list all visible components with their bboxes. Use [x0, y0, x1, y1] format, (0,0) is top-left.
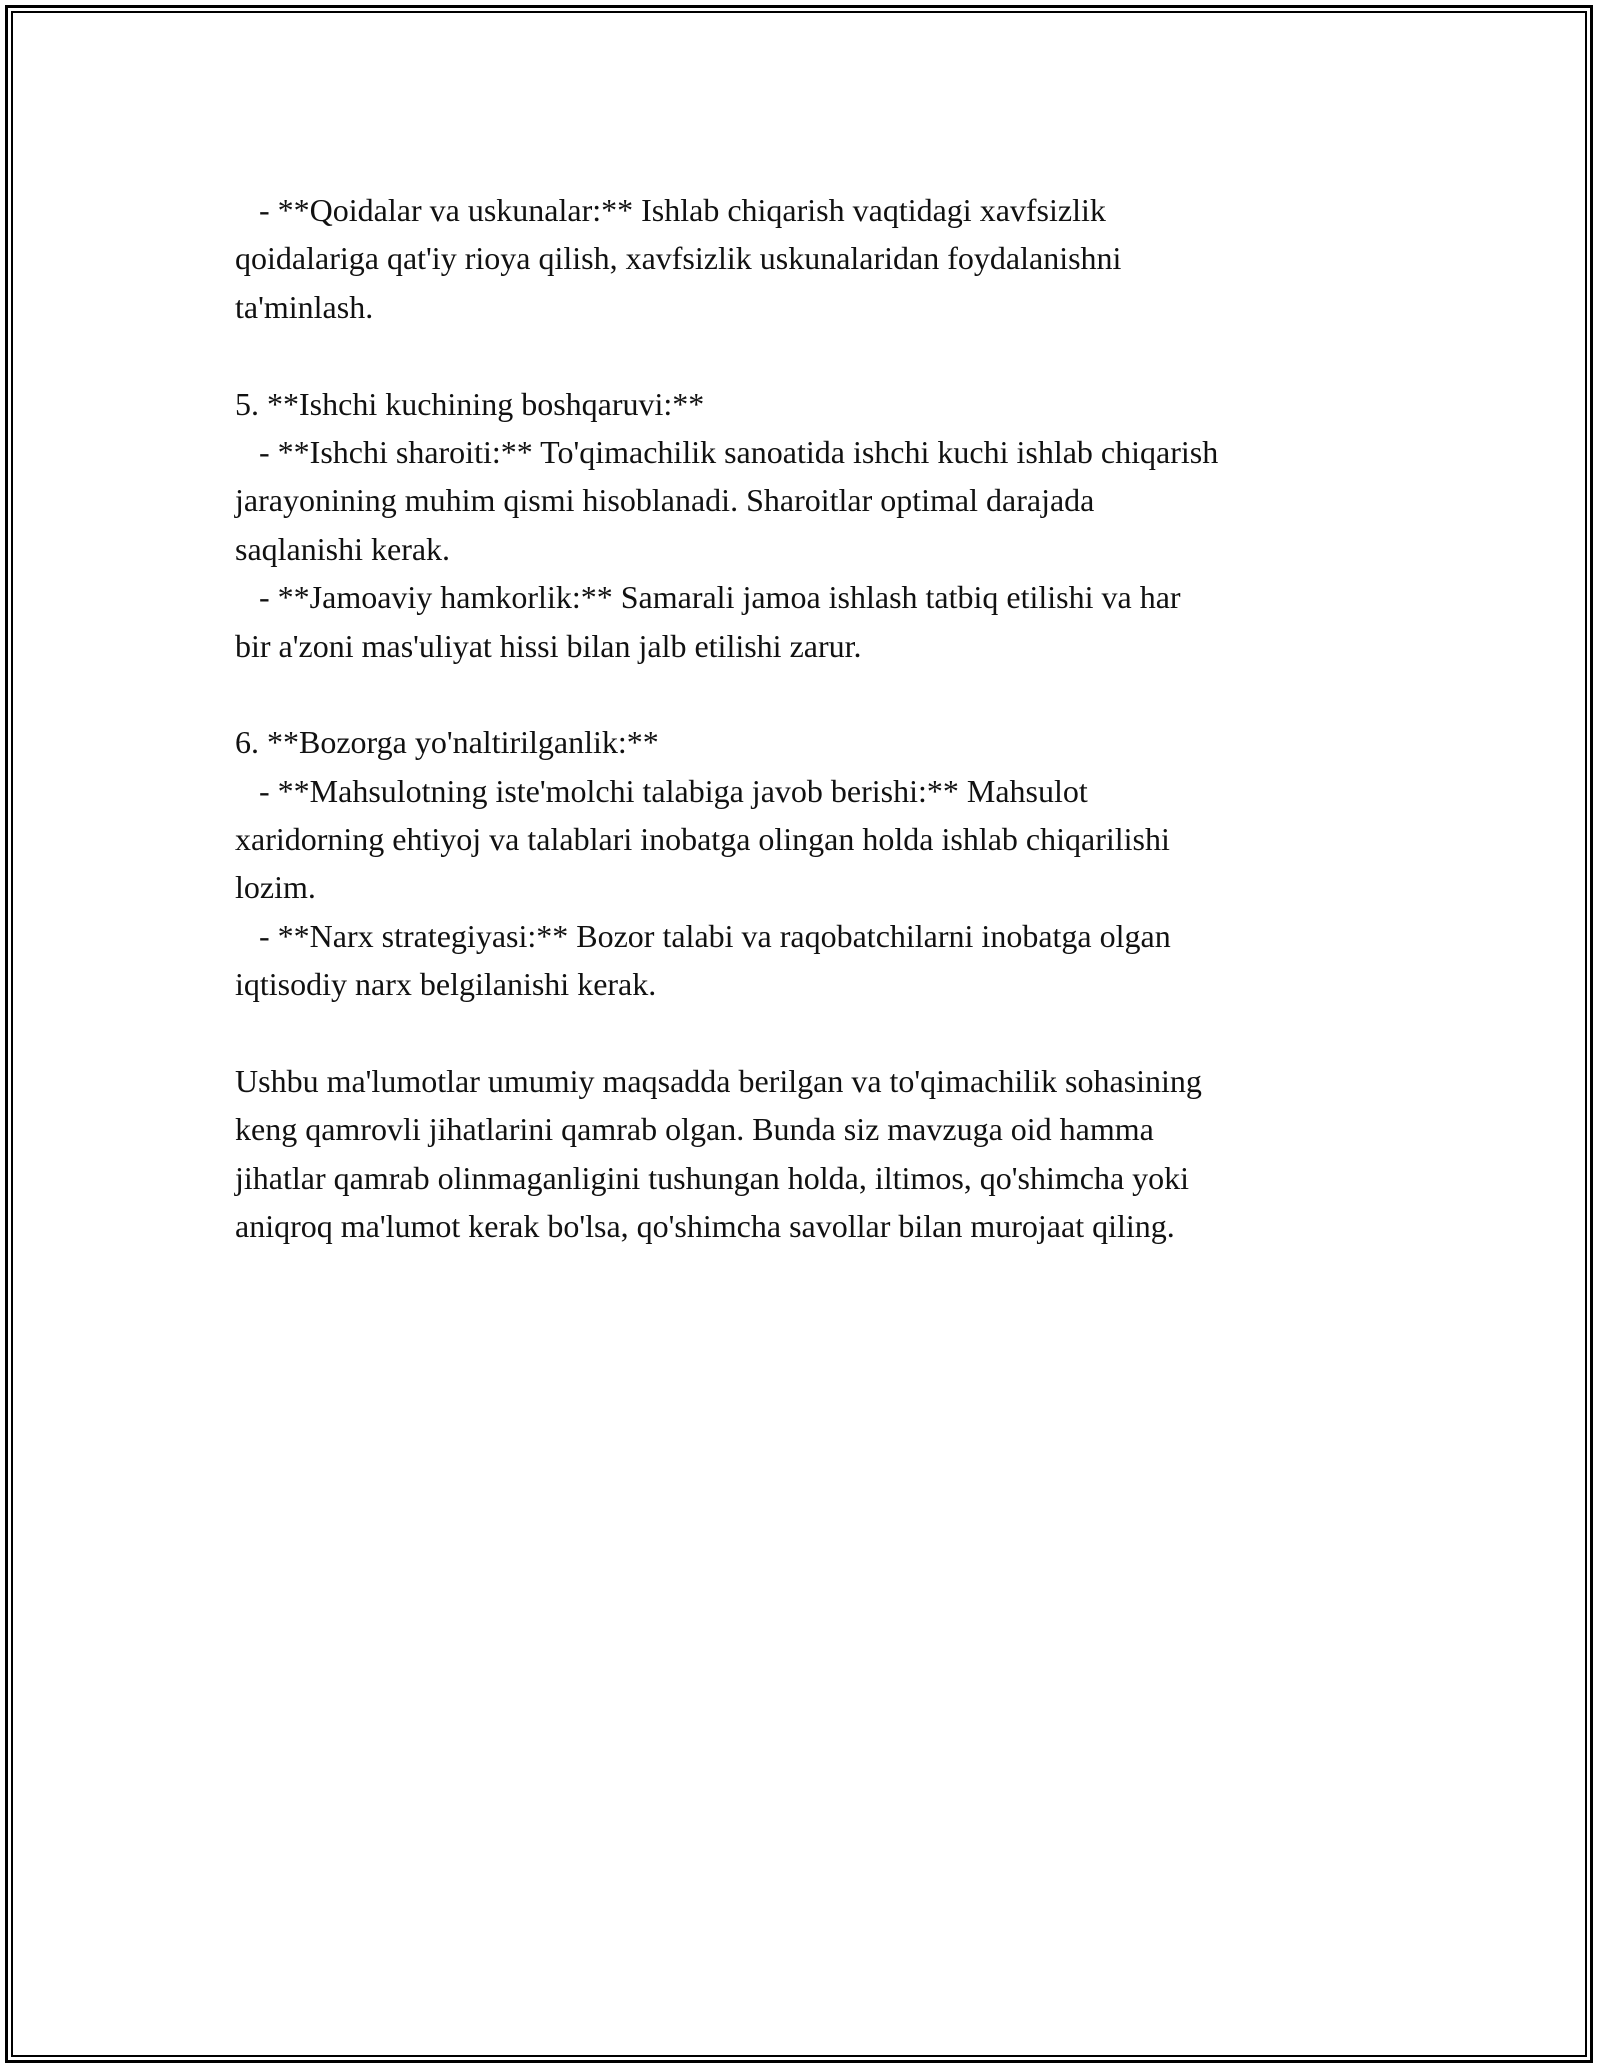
section-heading: 5. **Ishchi kuchining boshqaruvi:** — [235, 385, 705, 422]
text-line: keng qamrovli jihatlarini qamrab olgan. Bunda siz mavzuga oid hamma — [235, 1111, 1154, 1148]
text-line: - **Mahsulotning iste'molchi talabiga javob berishi:** Mahsulot — [235, 772, 1088, 809]
text-line: - **Ishchi sharoiti:** To'qimachilik sanoatida ishchi kuchi ishlab chiqarish — [235, 433, 1219, 470]
text-line: bir a'zoni mas'uliyat hissi bilan jalb etilishi zarur. — [235, 627, 862, 664]
section-heading: 6. **Bozorga yo'naltirilganlik:** — [235, 724, 659, 761]
blank-line — [235, 670, 1385, 718]
text-line: saqlanishi kerak. — [235, 530, 451, 567]
text-line: jarayonining muhim qismi hisoblanadi. Sharoitlar optimal darajada — [235, 482, 1095, 519]
blank-line — [235, 331, 1385, 379]
text-line: Ushbu ma'lumotlar umumiy maqsadda berilgan va to'qimachilik sohasining — [235, 1063, 1202, 1100]
text-line: iqtisodiy narx belgilanishi kerak. — [235, 966, 657, 1003]
text-line: - **Qoidalar va uskunalar:** Ishlab chiqarish vaqtidagi xavfsizlik — [235, 192, 1106, 228]
document-body — [235, 186, 1385, 1251]
text-line: lozim. — [235, 869, 316, 906]
text-line: qoidalariga qat'iy rioya qilish, xavfsizlik uskunalaridan foydalanishni — [235, 240, 1122, 277]
text-line: - **Narx strategiyasi:** Bozor talabi va raqobatchilarni inobatga olgan — [235, 917, 1171, 954]
text-line: xaridorning ehtiyoj va talablari inobatga olingan holda ishlab chiqarilishi — [235, 821, 1170, 858]
text-line: ta'minlash. — [235, 288, 374, 325]
text-line: aniqroq ma'lumot kerak bo'lsa, qo'shimcha savollar bilan murojaat qiling. — [235, 1208, 1175, 1245]
text-line: jihatlar qamrab olinmaganligini tushungan holda, iltimos, qo'shimcha yoki — [235, 1159, 1190, 1196]
blank-line — [235, 1009, 1385, 1057]
text-line: - **Jamoaviy hamkorlik:** Samarali jamoa ishlash tatbiq etilishi va har — [235, 579, 1181, 616]
